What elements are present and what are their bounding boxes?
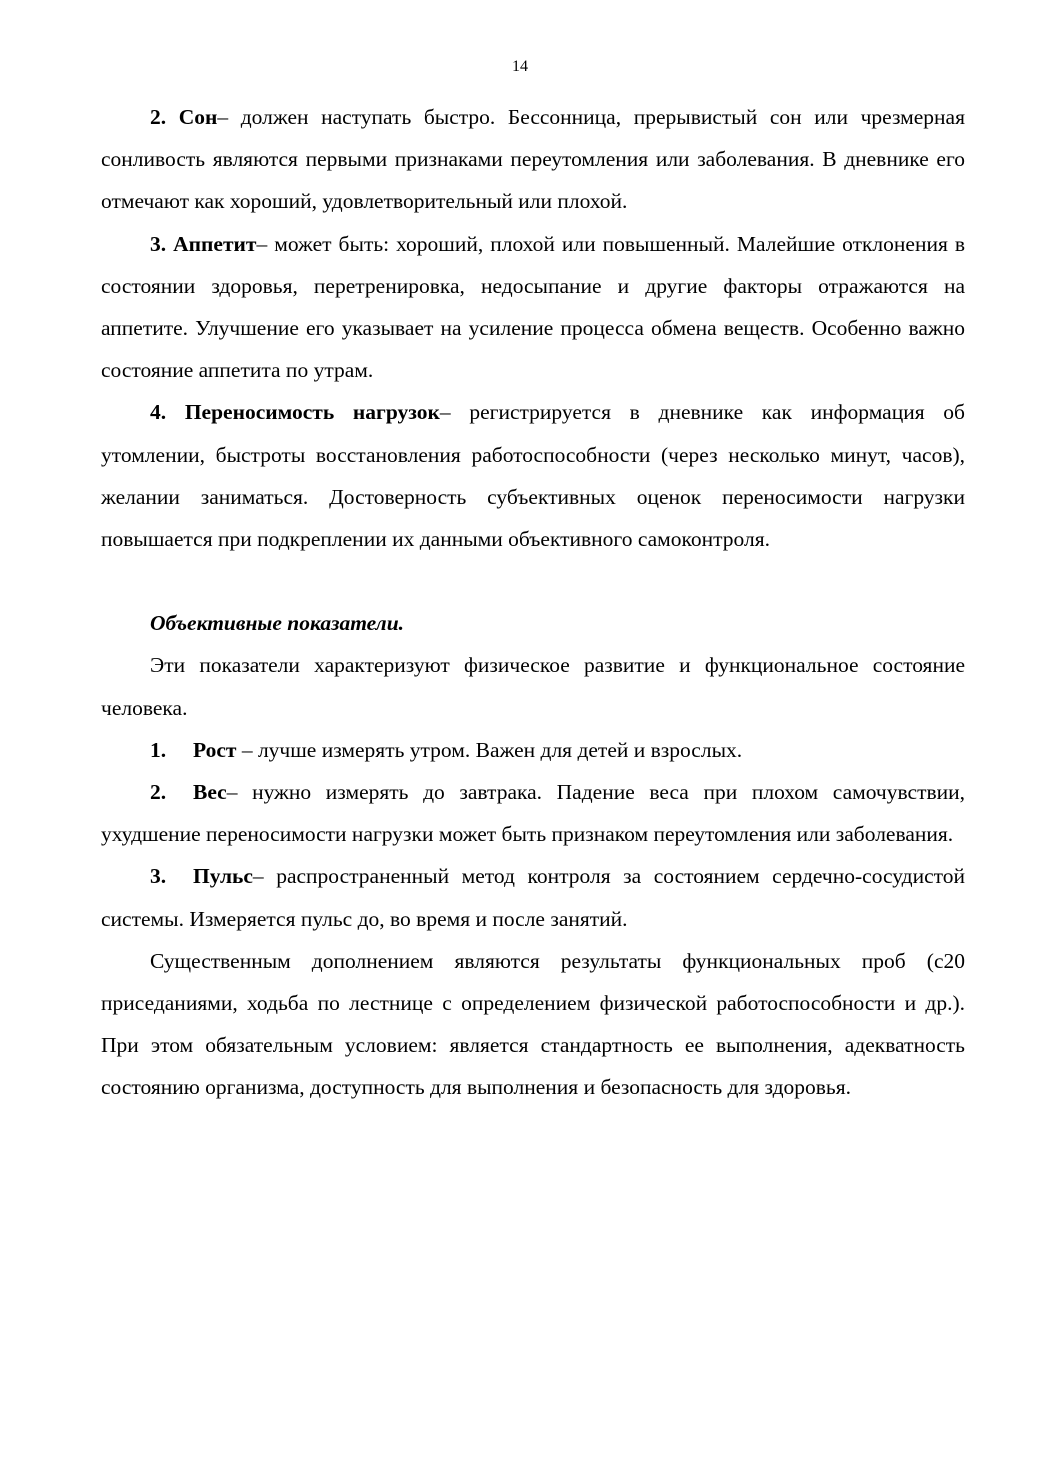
term-son: 2. Сон	[150, 105, 218, 129]
paragraph-rost	[101, 729, 965, 771]
number-puls: 3.	[150, 864, 167, 889]
text-rost: – лучше измерять утром. Важен для детей и взрослых.	[236, 737, 743, 762]
term-appetit: 3. Аппетит	[150, 231, 257, 256]
paragraph-ves	[101, 771, 965, 855]
blank-line	[101, 560, 965, 602]
paragraph-perenosimost	[101, 391, 965, 560]
text-son: – должен наступать быстро. Бессонница, прерывистый сон или чрезмерная сонливость являются первыми признаками переутомления или заболевания. В дневнике его отмечают как хороший, удовлетворительный или плохой.	[101, 105, 965, 214]
term-rost: Рост	[193, 737, 237, 762]
number-ves: 2.	[150, 780, 167, 805]
text-ves: – нужно измерять до завтрака. Падение веса при плохом самочувствии, ухудшение переносимости нагрузки может быть признаком переутомления или заболевания.	[101, 780, 965, 847]
term-ves: Вес	[193, 780, 227, 805]
paragraph-puls	[101, 855, 965, 939]
text-appetit: – может быть: хороший, плохой или повышенный. Малейшие отклонения в состоянии здоровья, перетренировка, недосыпание и другие факторы отражаются на аппетите. Улучшение его указывает на усиление процесса обмена веществ. Особенно важно состояние аппетита по утрам.	[101, 231, 966, 383]
page-number: 14	[512, 58, 528, 75]
section-heading-objective: Объективные показатели.	[150, 611, 405, 636]
paragraph-son	[101, 96, 965, 223]
term-perenosimost: 4. Переносимость нагрузок	[150, 400, 440, 425]
term-puls: Пульс	[193, 864, 253, 889]
number-rost: 1.	[150, 737, 167, 762]
paragraph-closing: Существенным дополнением являются результаты функциональных проб (с20 приседаниями, ходьба по лестнице с определением физической работоспособности и др.). При этом обязательным условием: является стандартность ее выполнения, адекватность состоянию организма, доступность для выполнения и безопасность для здоровья.	[101, 948, 965, 1100]
text-perenosimost: – регистрируется в дневнике как информация об утомлении, быстроты восстановления работоспособности (через несколько минут, часов), желании заниматься. Достоверность субъективных оценок переносимости нагрузки повышается при подкреплении их данными объективного самоконтроля.	[101, 400, 965, 552]
page-content	[101, 96, 965, 1109]
paragraph-appetit	[101, 223, 965, 392]
text-puls: – распространенный метод контроля за состоянием сердечно-сосудистой системы. Измеряется пульс до, во время и после занятий.	[101, 864, 965, 931]
paragraph-objective-intro: Эти показатели характеризуют физическое развитие и функциональное состояние человека.	[101, 653, 965, 720]
